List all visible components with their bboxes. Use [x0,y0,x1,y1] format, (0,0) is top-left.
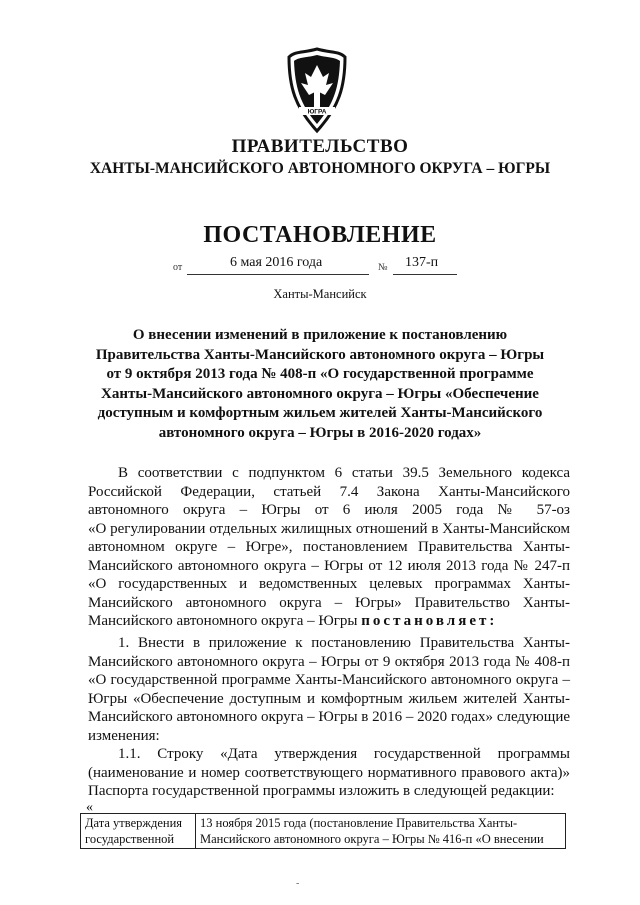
title-line: доступным и комфортным жильем жителей Ханты-Мансийского [97,405,543,421]
date-value: 6 мая 2016 года [230,255,323,270]
table-cell-value [196,814,566,849]
item-1-line: 1. Внести в приложение к постановлению Правительства Ханты- [118,635,570,651]
place-of-issue: Ханты-Мансийск [273,287,367,301]
footer-mark: - [296,878,300,889]
item-1-line: Югры «Обеспечение доступным и комфортным жильем жителей Ханты- [88,690,570,707]
document-type-heading: ПОСТАНОВЛЕНИЕ [203,222,437,248]
item-1-line: «О государственной программе Ханты-Мансийского автономного округа – [88,672,570,688]
number-label: № [378,262,388,273]
preamble-line-last [88,612,570,631]
table-cell-label [81,814,196,849]
preamble-line: «О государственных и ведомственных целевых программах Ханты- [88,576,570,592]
preamble-line: автономного округа – Югры от 6 июля 2005 года № 57-оз [88,502,570,518]
preamble-line: «О регулировании отдельных жилищных отношений в Ханты-Мансийском [88,520,570,537]
preamble-line: В соответствии с подпунктом 6 статьи 39.5 Земельного кодекса [118,465,570,481]
cell-line: Дата утверждения [85,816,183,830]
title-line: автономного округа – Югры в 2016-2020 годах» [158,424,482,441]
preamble-line: Мансийского автономного округа – Югры от 12 июля 2013 года № 247-п [88,557,570,574]
coat-of-arms-icon [275,47,359,135]
item-1-1-line: (наименование и номер соответствующего нормативного правового акта)» [88,764,570,781]
government-name-line1: ПРАВИТЕЛЬСТВО [231,136,409,157]
cell-line: Мансийского автономного округа – Югры № 416-п «О внесении [200,832,544,846]
item-1-paragraph [88,634,570,745]
passport-table [80,813,566,849]
preamble-last-text: Мансийского автономного округа – Югры [88,613,358,629]
title-line: Правительства Ханты-Мансийского автономного округа – Югры [95,346,545,363]
resolution-verb: постановляет: [361,613,498,629]
cell-line: 13 ноября 2015 года (постановление Правительства Ханты- [200,816,518,830]
cell-line: государственной [85,832,175,846]
item-1-line: изменения: [88,727,160,744]
preamble-paragraph [88,464,570,631]
date-label: от [173,262,183,273]
item-1-line: Мансийского автономного округа – Югры в 2016 – 2020 годах» следующие [88,709,570,725]
item-1-1-paragraph [88,745,570,801]
item-1-1-line: 1.1. Строку «Дата утверждения государственной программы [118,746,570,762]
preamble-line: Мансийского автономного округа – Югры» Правительство Ханты- [88,594,570,611]
item-1-1-line: Паспорта государственной программы изложить в следующей редакции: [88,783,555,799]
title-line: от 9 октября 2013 года № 408-п «О государственной программе [106,366,534,382]
number-underline [393,274,457,275]
government-name-line2: ХАНТЫ-МАНСИЙСКОГО АВТОНОМНОГО ОКРУГА – ЮГРЫ [89,160,551,177]
date-underline [187,274,369,275]
preamble-line: автономном округе – Югре», постановлением Правительства Ханты- [88,539,570,555]
table-row [81,814,566,849]
title-line: О внесении изменений в приложение к постановлению [132,327,508,343]
title-line: Ханты-Мансийского автономного округа – Югры «Обеспечение [101,385,539,402]
preamble-line: Российской Федерации, статьей 7.4 Закона Ханты-Мансийского [88,483,570,500]
document-title [90,326,550,443]
opening-quote: « [86,800,93,815]
number-value: 137-п [405,255,439,270]
item-1-line: Мансийского автономного округа – Югры от 9 октября 2013 года № 408-п [88,653,570,670]
emblem-text: ЮГРА [307,108,327,116]
